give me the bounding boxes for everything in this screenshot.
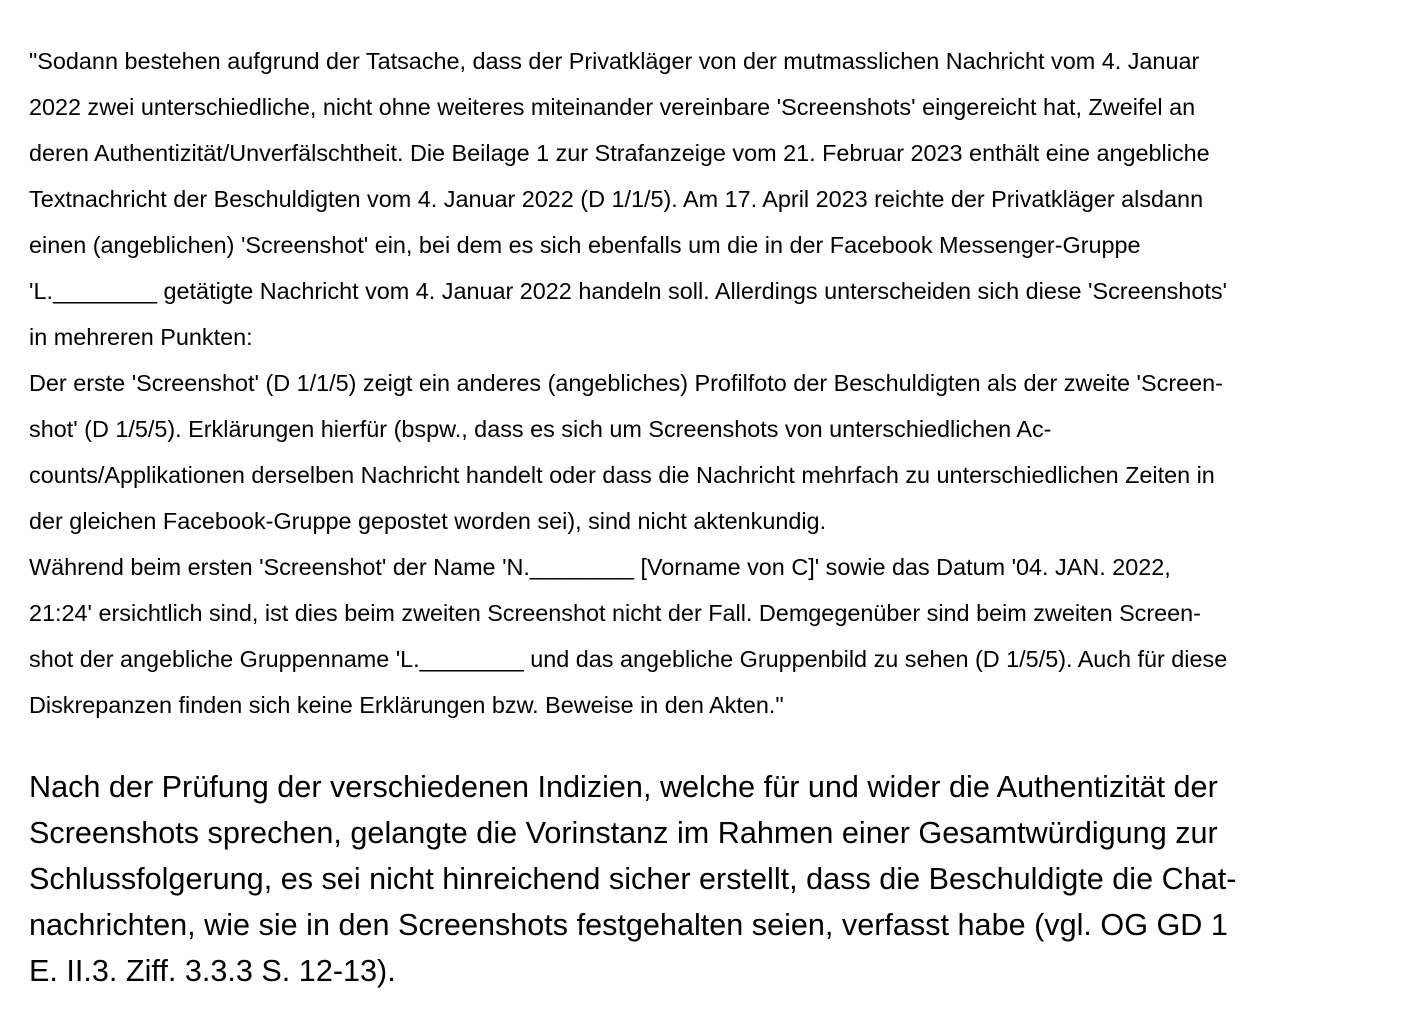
quote-line: "Sodann bestehen aufgrund der Tatsache, dass der Privatkläger von der mutmasslichen Nachricht vom 4. Januar <box>29 48 1200 74</box>
quote-line: Textnachricht der Beschuldigten vom 4. Januar 2022 (D 1/1/5). Am 17. April 2023 reichte der Privatkläger alsdann <box>29 186 1204 212</box>
quote-line: 21:24' ersichtlich sind, ist dies beim zweiten Screenshot nicht der Fall. Demgegenüber sind beim zweiten Screen- <box>29 600 1201 626</box>
quote-line: 'L.________ getätigte Nachricht vom 4. Januar 2022 handeln soll. Allerdings unterscheiden sich diese 'Screenshots' <box>29 278 1227 304</box>
body-paragraph <box>29 764 1409 994</box>
quote-line: shot der angebliche Gruppenname 'L.________ und das angebliche Gruppenbild zu sehen (D 1/5/5). Auch für diese <box>29 646 1228 672</box>
quoted-passage <box>29 38 1409 728</box>
paragraph-line: E. II.3. Ziff. 3.3.3 S. 12-13). <box>29 954 396 988</box>
quote-line: shot' (D 1/5/5). Erklärungen hierfür (bspw., dass es sich um Screenshots von unterschiedlichen Ac- <box>29 416 1052 442</box>
paragraph-line: Schlussfolgerung, es sei nicht hinreichend sicher erstellt, dass die Beschuldigte die Chat- <box>29 862 1237 896</box>
quote-line: deren Authentizität/Unverfälschtheit. Die Beilage 1 zur Strafanzeige vom 21. Februar 2023 enthält eine angebliche <box>29 140 1210 166</box>
quote-line: 2022 zwei unterschiedliche, nicht ohne weiteres miteinander vereinbare 'Screenshots' eingereicht hat, Zweifel an <box>29 94 1196 120</box>
paragraph-line: nachrichten, wie sie in den Screenshots festgehalten seien, verfasst habe (vgl. OG GD 1 <box>29 908 1228 942</box>
quote-line: einen (angeblichen) 'Screenshot' ein, bei dem es sich ebenfalls um die in der Facebook Messenger-Gruppe <box>29 232 1141 258</box>
paragraph-line: Screenshots sprechen, gelangte die Vorinstanz im Rahmen einer Gesamtwürdigung zur <box>29 816 1218 850</box>
quote-line: Diskrepanzen finden sich keine Erklärungen bzw. Beweise in den Akten." <box>29 692 784 718</box>
quote-line: der gleichen Facebook-Gruppe gepostet worden sei), sind nicht aktenkundig. <box>29 508 827 534</box>
quote-line: Während beim ersten 'Screenshot' der Name 'N.________ [Vorname von C]' sowie das Datum '04. JAN. 2022, <box>29 554 1171 580</box>
paragraph-line: Nach der Prüfung der verschiedenen Indizien, welche für und wider die Authentizität der <box>29 770 1218 804</box>
quote-line: in mehreren Punkten: <box>29 324 253 350</box>
quote-line: Der erste 'Screenshot' (D 1/1/5) zeigt ein anderes (angebliches) Profilfoto der Beschuldigten als der zweite 'Screen- <box>29 370 1223 396</box>
quote-line: counts/Applikationen derselben Nachricht handelt oder dass die Nachricht mehrfach zu unterschiedlichen Zeiten in <box>29 462 1215 488</box>
